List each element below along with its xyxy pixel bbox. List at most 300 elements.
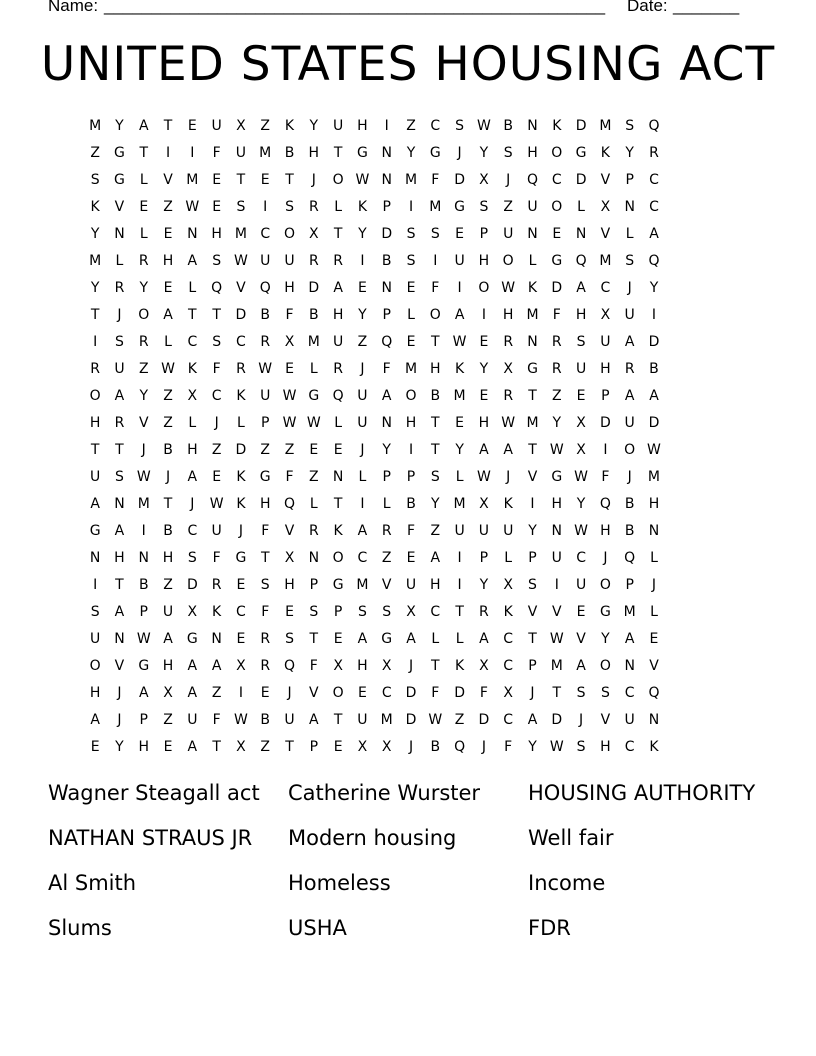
- grid-letter: P: [406, 469, 416, 485]
- grid-letter: W: [282, 388, 297, 404]
- grid-letter: U: [162, 604, 174, 620]
- grid-letter: B: [624, 496, 635, 512]
- grid-row: [83, 383, 739, 410]
- grid-letter: U: [357, 415, 368, 431]
- grid-letter: Z: [503, 199, 513, 215]
- grid-letter: W: [647, 442, 661, 458]
- grid-letter: C: [503, 631, 514, 647]
- grid-row: [83, 518, 739, 545]
- grid-letter: V: [114, 658, 125, 674]
- grid-letter: C: [649, 172, 659, 188]
- grid-letter: S: [406, 253, 416, 269]
- grid-letter: D: [575, 172, 587, 188]
- grid-letter: X: [284, 550, 295, 566]
- grid-letter: U: [332, 118, 344, 134]
- grid-letter: U: [478, 523, 490, 539]
- grid-letter: S: [187, 550, 197, 566]
- grid-letter: P: [139, 604, 148, 620]
- grid-letter: Z: [163, 712, 173, 728]
- grid-letter: A: [90, 496, 100, 512]
- grid-letter: I: [433, 253, 438, 269]
- grid-letter: I: [263, 199, 268, 215]
- grid-letter: T: [333, 496, 343, 512]
- grid-letter: E: [406, 334, 416, 350]
- grid-letter: J: [141, 442, 146, 458]
- grid-letter: X: [381, 739, 392, 755]
- grid-letter: Q: [381, 334, 393, 350]
- grid-letter: U: [90, 469, 101, 485]
- grid-letter: A: [430, 550, 441, 566]
- grid-letter: W: [574, 469, 588, 485]
- grid-letter: L: [504, 550, 513, 566]
- grid-letter: R: [551, 361, 562, 377]
- grid-row: [83, 302, 739, 329]
- grid-letter: S: [285, 631, 294, 647]
- grid-letter: S: [260, 577, 270, 593]
- grid-letter: Q: [284, 658, 296, 674]
- grid-letter: J: [360, 442, 365, 458]
- grid-letter: T: [333, 145, 343, 161]
- grid-letter: J: [117, 685, 122, 701]
- grid-letter: P: [528, 658, 537, 674]
- grid-letter: M: [307, 334, 320, 350]
- grid-letter: X: [187, 388, 198, 404]
- grid-letter: W: [258, 361, 273, 377]
- grid-letter: Y: [479, 577, 489, 593]
- grid-letter: D: [405, 712, 417, 728]
- grid-letter: Y: [309, 118, 319, 134]
- grid-letter: L: [625, 226, 634, 242]
- grid-letter: T: [528, 442, 537, 458]
- grid-letter: L: [650, 604, 658, 620]
- grid-letter: N: [114, 496, 125, 512]
- grid-letter: Y: [115, 739, 124, 755]
- grid-letter: L: [309, 496, 318, 512]
- grid-letter: X: [503, 577, 513, 593]
- grid-letter: Z: [381, 550, 392, 566]
- grid-letter: W: [161, 361, 175, 377]
- grid-letter: S: [625, 118, 635, 134]
- grid-letter: Z: [551, 388, 562, 404]
- grid-row: [83, 221, 739, 248]
- grid-letter: I: [651, 307, 657, 323]
- grid-letter: O: [89, 388, 101, 404]
- grid-letter: E: [260, 685, 270, 701]
- grid-letter: N: [138, 550, 149, 566]
- grid-row: [83, 410, 739, 437]
- grid-letter: W: [136, 469, 151, 485]
- grid-letter: X: [236, 658, 246, 674]
- grid-letter: Q: [454, 739, 466, 755]
- grid-letter: V: [309, 685, 319, 701]
- grid-letter: X: [236, 739, 246, 755]
- grid-letter: I: [360, 253, 365, 269]
- grid-letter: K: [236, 469, 246, 485]
- grid-row: [83, 248, 739, 275]
- grid-letter: K: [503, 496, 513, 512]
- word-bank-item: Wagner Steagall act: [48, 781, 260, 805]
- grid-letter: G: [429, 145, 441, 161]
- grid-letter: F: [479, 685, 488, 701]
- grid-letter: H: [162, 658, 174, 674]
- grid-letter: C: [624, 685, 635, 701]
- grid-letter: T: [455, 604, 464, 620]
- name-label: Name:: [48, 0, 99, 15]
- grid-letter: Y: [358, 307, 367, 323]
- grid-letter: X: [309, 226, 319, 242]
- grid-letter: G: [332, 577, 344, 593]
- grid-letter: Z: [163, 415, 173, 431]
- grid-letter: X: [576, 442, 586, 458]
- grid-letter: H: [284, 280, 295, 296]
- grid-letter: N: [381, 415, 392, 431]
- grid-letter: F: [212, 145, 221, 161]
- grid-letter: B: [284, 145, 295, 161]
- grid-letter: N: [308, 550, 320, 566]
- grid-letter: M: [186, 172, 199, 188]
- grid-letter: O: [551, 199, 563, 215]
- grid-letter: N: [381, 280, 392, 296]
- grid-letter: T: [115, 577, 124, 593]
- grid-letter: Q: [332, 388, 344, 404]
- grid-letter: X: [187, 604, 198, 620]
- grid-row: [83, 275, 739, 302]
- grid-letter: H: [357, 118, 368, 134]
- grid-letter: O: [624, 442, 636, 458]
- grid-letter: E: [212, 199, 222, 215]
- grid-letter: J: [481, 739, 486, 755]
- grid-letter: K: [455, 361, 465, 377]
- grid-letter: P: [382, 199, 391, 215]
- grid-letter: T: [431, 442, 440, 458]
- grid-letter: Z: [138, 361, 149, 377]
- grid-letter: S: [90, 172, 100, 188]
- grid-letter: W: [549, 631, 564, 647]
- grid-letter: T: [90, 307, 100, 323]
- grid-letter: M: [526, 307, 539, 323]
- grid-letter: G: [575, 145, 587, 161]
- grid-row: [83, 437, 739, 464]
- grid-letter: E: [163, 280, 173, 296]
- grid-letter: A: [624, 388, 635, 404]
- grid-letter: N: [332, 469, 344, 485]
- grid-letter: U: [624, 415, 635, 431]
- grid-letter: I: [457, 280, 462, 296]
- grid-letter: W: [234, 253, 248, 269]
- grid-letter: P: [382, 469, 391, 485]
- grid-letter: H: [89, 415, 101, 431]
- grid-letter: B: [163, 523, 173, 539]
- grid-letter: A: [357, 523, 368, 539]
- grid-letter: S: [479, 199, 489, 215]
- grid-letter: N: [551, 523, 563, 539]
- grid-letter: I: [93, 577, 98, 593]
- grid-letter: X: [406, 604, 416, 620]
- grid-letter: A: [503, 442, 513, 458]
- grid-letter: B: [430, 739, 441, 755]
- grid-row: [83, 140, 739, 167]
- grid-letter: U: [235, 145, 247, 161]
- grid-letter: P: [528, 550, 537, 566]
- grid-letter: U: [503, 226, 514, 242]
- grid-letter: H: [138, 739, 149, 755]
- grid-letter: E: [406, 550, 416, 566]
- grid-letter: R: [624, 361, 635, 377]
- word-bank-item: Well fair: [528, 826, 614, 850]
- grid-letter: S: [285, 199, 294, 215]
- grid-letter: N: [114, 226, 125, 242]
- grid-letter: C: [551, 172, 562, 188]
- grid-letter: C: [503, 712, 514, 728]
- page-title: UNITED STATES HOUSING ACT: [40, 37, 776, 92]
- grid-letter: I: [457, 550, 462, 566]
- grid-letter: J: [530, 685, 535, 701]
- grid-letter: M: [380, 712, 393, 728]
- grid-letter: K: [552, 118, 562, 134]
- grid-letter: U: [114, 361, 125, 377]
- grid-row: [83, 707, 739, 734]
- grid-letter: X: [503, 361, 513, 377]
- grid-letter: C: [236, 334, 246, 350]
- grid-letter: R: [114, 415, 125, 431]
- grid-letter: P: [309, 739, 319, 755]
- grid-letter: Z: [430, 523, 441, 539]
- grid-letter: F: [309, 658, 318, 674]
- grid-letter: B: [649, 361, 659, 377]
- grid-letter: A: [163, 631, 173, 647]
- grid-letter: T: [309, 631, 319, 647]
- grid-letter: P: [479, 550, 489, 566]
- grid-letter: T: [285, 172, 294, 188]
- grid-letter: N: [381, 145, 392, 161]
- grid-letter: D: [648, 334, 660, 350]
- grid-letter: U: [575, 361, 587, 377]
- grid-letter: U: [332, 334, 344, 350]
- grid-letter: M: [356, 577, 369, 593]
- grid-letter: H: [357, 658, 368, 674]
- grid-row: [83, 329, 739, 356]
- grid-letter: D: [551, 280, 563, 296]
- grid-letter: W: [306, 415, 321, 431]
- grid-letter: A: [138, 685, 149, 701]
- grid-letter: W: [185, 199, 200, 215]
- grid-letter: G: [381, 631, 393, 647]
- grid-letter: T: [115, 442, 124, 458]
- grid-letter: C: [187, 334, 198, 350]
- grid-letter: R: [260, 334, 271, 350]
- grid-letter: S: [309, 604, 319, 620]
- grid-row: [83, 680, 739, 707]
- grid-letter: N: [624, 658, 635, 674]
- grid-letter: C: [187, 523, 198, 539]
- grid-letter: Y: [358, 226, 367, 242]
- grid-letter: M: [89, 118, 102, 134]
- grid-row: [83, 167, 739, 194]
- grid-letter: D: [599, 415, 611, 431]
- word-bank-item: Income: [528, 871, 606, 895]
- grid-letter: D: [648, 415, 660, 431]
- grid-letter: I: [530, 496, 535, 512]
- grid-letter: A: [576, 280, 586, 296]
- grid-letter: L: [115, 253, 124, 269]
- grid-letter: T: [552, 685, 562, 701]
- grid-letter: U: [454, 253, 465, 269]
- grid-letter: V: [236, 280, 246, 296]
- grid-letter: M: [234, 226, 247, 242]
- grid-letter: Q: [648, 253, 660, 269]
- grid-letter: B: [138, 577, 149, 593]
- grid-letter: O: [89, 658, 101, 674]
- grid-letter: Z: [163, 577, 173, 593]
- grid-letter: V: [527, 469, 538, 485]
- grid-letter: G: [599, 604, 611, 620]
- grid-letter: E: [333, 442, 343, 458]
- grid-letter: S: [212, 334, 222, 350]
- grid-letter: F: [382, 361, 391, 377]
- grid-letter: J: [627, 469, 632, 485]
- grid-letter: T: [528, 388, 537, 404]
- grid-letter: Y: [528, 523, 537, 539]
- grid-letter: W: [549, 442, 564, 458]
- grid-letter: L: [188, 280, 197, 296]
- grid-letter: K: [333, 523, 343, 539]
- grid-letter: S: [528, 577, 537, 593]
- grid-letter: V: [381, 577, 392, 593]
- grid-letter: U: [600, 334, 611, 350]
- grid-letter: B: [163, 442, 173, 458]
- grid-letter: A: [576, 658, 586, 674]
- grid-letter: C: [430, 118, 441, 134]
- grid-letter: L: [139, 226, 148, 242]
- grid-letter: A: [479, 631, 489, 647]
- grid-letter: R: [138, 253, 149, 269]
- grid-letter: W: [476, 118, 491, 134]
- grid-letter: Q: [259, 280, 271, 296]
- grid-letter: L: [334, 199, 343, 215]
- grid-letter: T: [139, 145, 149, 161]
- grid-letter: G: [114, 172, 125, 188]
- grid-letter: I: [360, 496, 365, 512]
- grid-letter: H: [284, 577, 295, 593]
- grid-letter: G: [356, 145, 368, 161]
- grid-letter: E: [357, 685, 367, 701]
- grid-letter: L: [358, 469, 367, 485]
- grid-letter: J: [311, 172, 316, 188]
- grid-letter: J: [287, 685, 292, 701]
- grid-letter: S: [212, 253, 222, 269]
- grid-letter: E: [309, 442, 319, 458]
- grid-letter: Z: [211, 685, 222, 701]
- word-bank-item: Al Smith: [48, 871, 137, 895]
- grid-letter: F: [285, 469, 294, 485]
- grid-letter: G: [259, 469, 271, 485]
- grid-letter: M: [550, 658, 563, 674]
- grid-letter: F: [504, 739, 513, 755]
- grid-letter: M: [623, 604, 636, 620]
- grid-letter: H: [162, 253, 174, 269]
- grid-letter: N: [624, 199, 635, 215]
- grid-letter: L: [455, 469, 464, 485]
- grid-letter: H: [187, 442, 198, 458]
- grid-letter: I: [408, 199, 414, 215]
- grid-letter: L: [139, 172, 148, 188]
- grid-letter: U: [357, 712, 368, 728]
- grid-letter: K: [236, 388, 246, 404]
- grid-letter: L: [650, 550, 658, 566]
- grid-letter: G: [186, 631, 198, 647]
- grid-letter: A: [187, 658, 198, 674]
- grid-letter: B: [260, 712, 271, 728]
- word-bank-item: FDR: [528, 916, 571, 940]
- grid-letter: D: [405, 685, 417, 701]
- grid-letter: E: [212, 469, 222, 485]
- grid-letter: R: [333, 361, 343, 377]
- grid-letter: Y: [479, 145, 489, 161]
- grid-letter: U: [624, 307, 635, 323]
- grid-letter: I: [481, 307, 486, 323]
- grid-letter: Q: [648, 118, 660, 134]
- grid-letter: A: [309, 712, 319, 728]
- grid-row: [83, 599, 739, 626]
- grid-letter: I: [165, 145, 171, 161]
- grid-letter: U: [357, 388, 368, 404]
- grid-letter: J: [603, 550, 608, 566]
- grid-letter: K: [600, 145, 610, 161]
- grid-letter: F: [261, 523, 270, 539]
- grid-letter: R: [114, 280, 125, 296]
- grid-letter: U: [260, 253, 271, 269]
- grid-letter: Q: [648, 685, 660, 701]
- grid-letter: M: [453, 496, 466, 512]
- grid-letter: Q: [526, 172, 538, 188]
- grid-letter: G: [551, 253, 563, 269]
- grid-letter: L: [309, 361, 318, 377]
- grid-letter: A: [114, 523, 125, 539]
- grid-letter: U: [90, 631, 101, 647]
- grid-letter: H: [600, 523, 611, 539]
- grid-letter: U: [211, 118, 222, 134]
- grid-letter: F: [552, 307, 561, 323]
- word-bank-item: HOUSING AUTHORITY: [528, 781, 756, 805]
- grid-letter: U: [405, 577, 417, 593]
- grid-letter: A: [187, 253, 198, 269]
- grid-letter: E: [163, 226, 173, 242]
- grid-letter: W: [501, 280, 516, 296]
- grid-letter: R: [308, 199, 319, 215]
- grid-letter: S: [90, 604, 100, 620]
- grid-letter: S: [576, 334, 586, 350]
- grid-letter: M: [599, 253, 612, 269]
- grid-letter: N: [527, 118, 538, 134]
- grid-letter: S: [430, 469, 440, 485]
- grid-letter: U: [211, 523, 222, 539]
- grid-row: [83, 356, 739, 383]
- grid-letter: H: [332, 307, 344, 323]
- grid-letter: F: [431, 280, 440, 296]
- grid-letter: A: [211, 658, 222, 674]
- grid-letter: E: [285, 604, 294, 620]
- grid-letter: T: [163, 118, 173, 134]
- grid-letter: D: [551, 712, 563, 728]
- grid-letter: O: [429, 307, 441, 323]
- grid-letter: V: [114, 199, 125, 215]
- grid-letter: L: [382, 496, 391, 512]
- grid-letter: S: [236, 199, 246, 215]
- grid-letter: O: [332, 685, 344, 701]
- grid-letter: L: [334, 415, 343, 431]
- grid-letter: S: [576, 739, 586, 755]
- grid-letter: W: [136, 631, 151, 647]
